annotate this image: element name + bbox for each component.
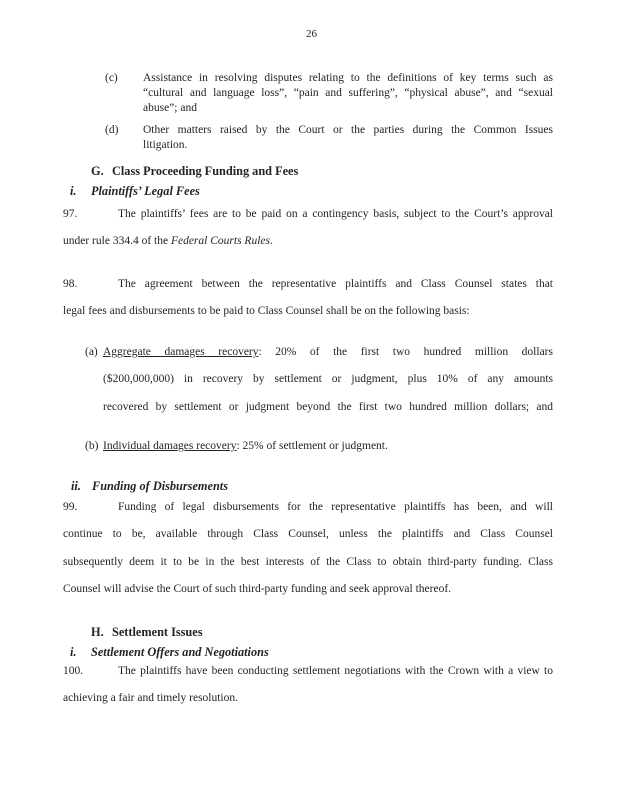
list-item-b-text: : 25% of settlement or judgment.: [236, 440, 388, 452]
paragraph-99-line: subsequently deem it to be in the best interests of the Class to obtain third-party funding. Class: [63, 555, 553, 568]
paragraph-99-line: continue to be, available through Class Counsel, unless the plaintiffs and Class Counsel: [63, 528, 553, 541]
subheading-plaintiffs-legal-fees-title: Plaintiffs’ Legal Fees: [91, 184, 200, 198]
subheading-plaintiffs-legal-fees: [70, 183, 200, 199]
list-item-b-underlined-term: Individual damages recovery: [103, 440, 237, 452]
section-heading-g-label: G.: [91, 164, 104, 178]
section-heading-g-title: Class Proceeding Funding and Fees: [112, 164, 299, 178]
subheading-settlement-offers-label: i.: [70, 645, 77, 659]
paragraph-100-line: achieving a fair and timely resolution.: [63, 692, 238, 705]
list-item-c: [105, 71, 553, 116]
subheading-settlement-offers-title: Settlement Offers and Negotiations: [91, 645, 269, 659]
paragraph-98-number: 98.: [63, 278, 78, 290]
page-number: 26: [306, 28, 317, 40]
list-item-d: [105, 123, 553, 153]
paragraph-98-line: legal fees and disbursements to be paid to Class Counsel shall be on the following basis:: [63, 305, 470, 318]
list-item-a: [85, 339, 553, 421]
paragraph-98-text: The agreement between the representative plaintiffs and Class Counsel states that: [118, 278, 553, 290]
list-item-a-line: recovered by settlement or judgment beyond the first two hundred million dollars; and: [103, 400, 553, 413]
list-item-a-underlined-term: Aggregate damages recovery: [103, 346, 259, 358]
paragraph-97-line: [63, 228, 553, 255]
section-heading-h: [91, 624, 203, 640]
paragraph-97-text: under rule 334.4 of the: [63, 235, 171, 248]
section-heading-h-title: Settlement Issues: [112, 625, 203, 639]
list-item-a-label: (a): [85, 346, 98, 358]
list-item-a-line: [103, 339, 553, 366]
paragraph-99: [63, 494, 553, 604]
subheading-funding-of-disbursements-title: Funding of Disbursements: [92, 479, 228, 493]
paragraph-97-number: 97.: [63, 208, 78, 220]
paragraph-100-number: 100.: [63, 665, 84, 677]
paragraph-100-text: The plaintiffs have been conducting settlement negotiations with the Crown with a view to: [118, 665, 553, 677]
paragraph-99-number: 99.: [63, 501, 78, 513]
subheading-funding-of-disbursements-label: ii.: [71, 479, 81, 493]
section-heading-h-label: H.: [91, 625, 104, 639]
list-item-c-line: “cultural and language loss”, “pain and suffering”, “physical abuse”, and “sexual: [143, 87, 553, 99]
list-item-d-label: (d): [105, 124, 119, 136]
paragraph-98: [63, 271, 553, 326]
list-item-a-line: ($200,000,000) in recovery by settlement or judgment, plus 10% of any amounts: [103, 373, 553, 386]
list-item-b-line: [103, 433, 553, 460]
paragraph-99-text: Funding of legal disbursements for the representative plaintiffs has been, and will: [118, 501, 553, 513]
section-heading-g: [91, 163, 298, 179]
list-item-c-line: abuse”; and: [143, 102, 197, 114]
paragraph-97: [63, 201, 553, 256]
paragraph-100-line: [63, 658, 553, 685]
list-item-c-line: Assistance in resolving disputes relating to the definitions of key terms such as: [143, 72, 553, 84]
paragraph-100: [63, 658, 553, 713]
paragraph-97-text: The plaintiffs’ fees are to be paid on a contingency basis, subject to the Court’s approval: [118, 208, 553, 220]
list-item-c-label: (c): [105, 72, 118, 84]
paragraph-97-text: .: [269, 235, 273, 248]
list-item-b-label: (b): [85, 440, 99, 452]
paragraph-97-line: [63, 201, 553, 228]
paragraph-99-line: Counsel will advise the Court of such third-party funding and seek approval thereof.: [63, 583, 452, 596]
list-item-d-line: litigation.: [143, 139, 188, 151]
list-item-d-line: Other matters raised by the Court or the parties during the Common Issues: [143, 124, 553, 136]
paragraph-99-line: [63, 494, 553, 521]
paragraph-98-line: [63, 271, 553, 298]
subheading-funding-of-disbursements: [71, 478, 228, 494]
subheading-plaintiffs-legal-fees-label: i.: [70, 184, 77, 198]
paragraph-97-citation: Federal Courts Rules: [170, 235, 270, 248]
list-item-a-text: : 20% of the first two hundred million dollars: [258, 346, 553, 358]
list-item-b: [85, 433, 553, 460]
